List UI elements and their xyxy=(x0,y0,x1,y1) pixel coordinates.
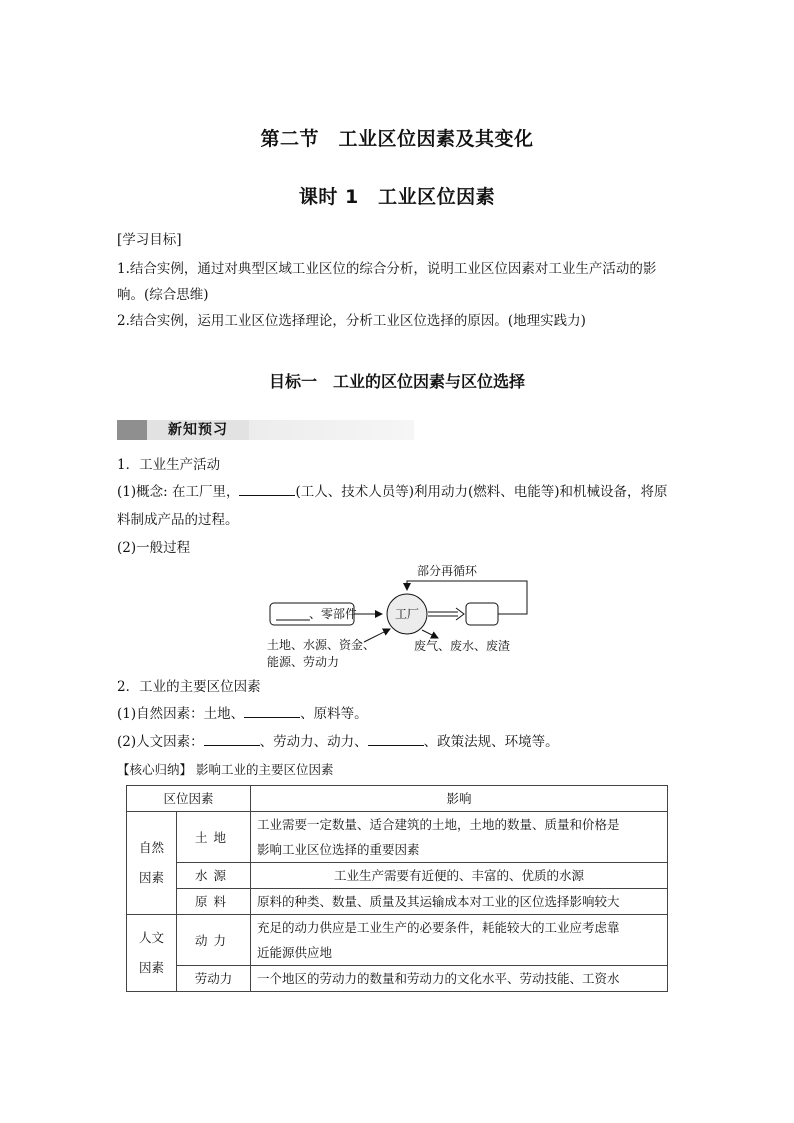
arrow-waste xyxy=(422,630,438,638)
human-factors-line xyxy=(117,731,682,753)
header-factor: 区位因素 xyxy=(127,786,251,812)
impact-cell: 原料的种类、数量、质量及其运输成本对工业的区位选择影响较大 xyxy=(251,889,668,915)
human-text-c: 、政策法规、环境等。 xyxy=(423,734,559,750)
impact-cell xyxy=(251,915,668,966)
natural-factors-line xyxy=(117,703,682,725)
impact-cell: 工业生产需要有近便的、丰富的、优质的水源 xyxy=(251,863,668,889)
natural-group-line1: 自然 xyxy=(138,840,164,855)
inputs-label-1: 土地、水源、资金、 xyxy=(267,638,376,652)
arrow-output xyxy=(456,608,464,620)
impact-line: 充足的动力供应是工业生产的必要条件，耗能较大的工业应考虑靠 xyxy=(257,920,620,935)
output-box xyxy=(466,603,498,625)
natural-group-line2: 因素 xyxy=(138,870,164,885)
answer-blank xyxy=(239,481,295,496)
answer-blank xyxy=(244,703,300,718)
human-group-line1: 人文 xyxy=(138,930,164,945)
human-text-a: (2)人文因素： xyxy=(117,734,204,750)
concept-line-2: 料制成产品的过程。 xyxy=(117,512,239,528)
impact-line: 影响工业区位选择的重要因素 xyxy=(257,842,420,857)
natural-group-cell xyxy=(127,812,177,915)
table-row xyxy=(127,915,668,966)
factor-cell: 水源 xyxy=(177,863,251,889)
impact-line: 近能源供应地 xyxy=(257,945,333,960)
core-summary-label: 【核心归纳】 影响工业的主要区位因素 xyxy=(117,762,334,777)
objective-1-line2: 响。(综合思维) xyxy=(117,287,209,303)
target-1-title: 目标一 工业的区位因素与区位选择 xyxy=(268,372,525,391)
objectives-label: [学习目标] xyxy=(117,232,182,248)
answer-blank xyxy=(368,731,424,746)
preview-banner-label: 新知预习 xyxy=(147,420,249,440)
impact-cell: 一个地区的劳动力的数量和劳动力的文化水平、劳动技能、工资水 xyxy=(251,966,668,992)
factor-cell: 劳动力 xyxy=(177,966,251,992)
natural-text-a: (1)自然因素：土地、 xyxy=(117,706,245,722)
concept-text-b: (工人、技术人员等)利用动力(燃料、电能等)和机械设备，将原 xyxy=(295,484,668,500)
input-label: 、零部件 xyxy=(309,607,358,621)
concept-line xyxy=(117,481,682,503)
recycle-label: 部分再循环 xyxy=(417,564,478,578)
human-group-cell xyxy=(127,915,177,992)
answer-blank xyxy=(204,731,260,746)
human-group-line2: 因素 xyxy=(138,960,164,975)
production-process-diagram xyxy=(262,562,542,674)
factor-cell: 土地 xyxy=(177,812,251,863)
natural-text-b: 、原料等。 xyxy=(300,706,368,722)
factory-label: 工厂 xyxy=(394,607,420,621)
inputs-label-2: 能源、劳动力 xyxy=(267,655,340,669)
table-row xyxy=(127,889,668,915)
factor-cell: 动力 xyxy=(177,915,251,966)
impact-line: 工业需要一定数量、适合建筑的土地，土地的数量、质量和价格是 xyxy=(257,817,620,832)
preview-banner xyxy=(117,420,414,440)
section-title: 第二节 工业区位因素及其变化 xyxy=(260,128,534,150)
factor-cell: 原料 xyxy=(177,889,251,915)
human-text-b: 、劳动力、动力、 xyxy=(259,734,368,750)
table-header-row xyxy=(127,786,668,812)
concept-text-a: (1)概念: 在工厂里， xyxy=(117,484,240,500)
impact-cell xyxy=(251,812,668,863)
header-impact: 影响 xyxy=(251,786,668,812)
table-row xyxy=(127,863,668,889)
objective-1-line1: 1.结合实例，通过对典型区域工业区位的综合分析，说明工业区位因素对工业生产活动的影 xyxy=(117,261,657,277)
heading-location-factors: 2．工业的主要区位因素 xyxy=(117,679,261,695)
lesson-title: 课时 1 工业区位因素 xyxy=(298,186,496,208)
table-row xyxy=(127,966,668,992)
waste-label: 废气、废水、废渣 xyxy=(414,639,511,653)
objective-2: 2.结合实例，运用工业区位选择理论，分析工业区位选择的原因。(地理实践力) xyxy=(117,313,586,329)
location-factors-table xyxy=(126,785,668,992)
heading-industrial-production: 1．工业生产活动 xyxy=(117,457,221,473)
table-row xyxy=(127,812,668,863)
process-heading: (2)一般过程 xyxy=(117,540,191,556)
